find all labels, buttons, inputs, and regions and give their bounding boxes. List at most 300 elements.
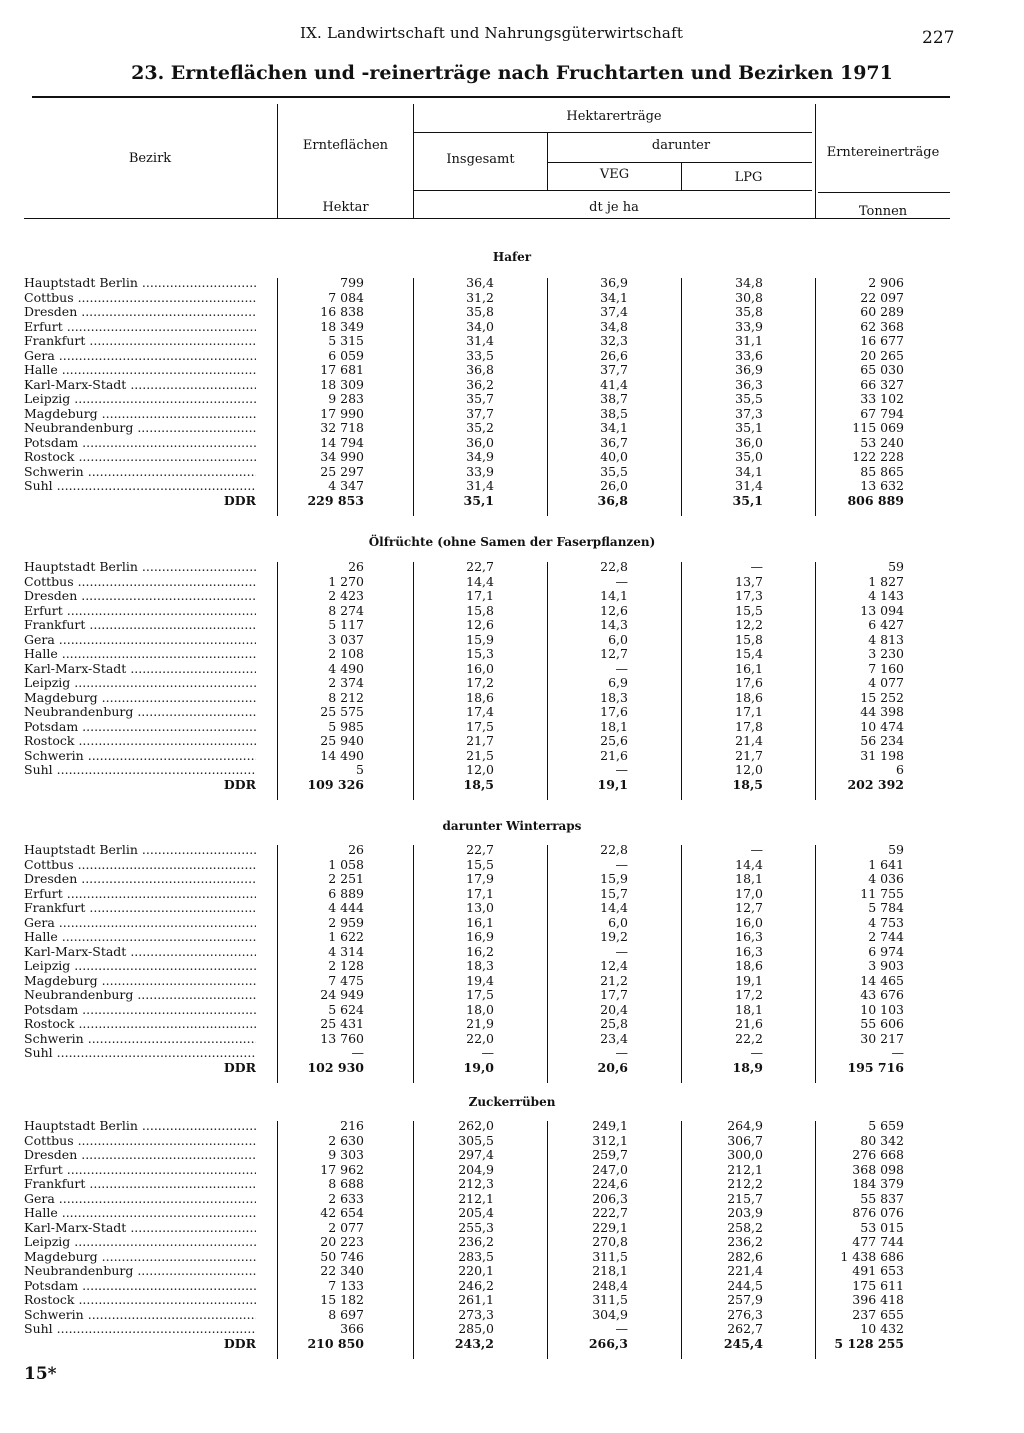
value-cell: 16,1 xyxy=(735,660,763,676)
value-cell: 262,0 xyxy=(458,1118,494,1133)
value-cell: 24 949 xyxy=(320,987,364,1002)
bezirk-name: Neubrandenburg ..... xyxy=(24,421,256,436)
value-cell: 17,7 xyxy=(600,987,628,1002)
value-cell: 17,1 xyxy=(735,704,763,719)
value-cell: 12,7 xyxy=(735,900,763,915)
value-cell: — xyxy=(615,660,628,676)
table-row xyxy=(0,305,1024,320)
column-rule xyxy=(413,1121,414,1359)
erntereinertraege-rule xyxy=(818,192,950,193)
value-cell: 17,9 xyxy=(466,871,494,886)
table-row xyxy=(0,320,1024,335)
value-cell: 19,1 xyxy=(597,776,628,792)
bezirk-name: Gera ..... xyxy=(24,633,256,648)
value-cell: 31,4 xyxy=(466,478,494,493)
value-cell: 18,3 xyxy=(466,958,494,973)
column-rule xyxy=(681,278,682,516)
table-row xyxy=(0,843,1024,858)
table-row xyxy=(0,662,1024,677)
value-cell: 19,1 xyxy=(735,972,763,988)
value-cell: 34,1 xyxy=(600,289,628,305)
value-cell: 18,5 xyxy=(463,776,494,792)
value-cell: 283,5 xyxy=(458,1248,494,1264)
column-rule xyxy=(547,562,548,800)
bezirk-name: Schwerin ..... xyxy=(24,1032,256,1047)
table-row xyxy=(0,291,1024,306)
table-row xyxy=(0,959,1024,974)
value-cell: 19,4 xyxy=(466,972,494,988)
table-row xyxy=(0,633,1024,648)
value-cell: 7 084 xyxy=(328,289,364,305)
value-cell: 262,7 xyxy=(727,1321,763,1336)
value-cell: 14,4 xyxy=(600,900,628,915)
value-cell: 59 xyxy=(888,559,904,574)
table-row xyxy=(0,858,1024,873)
value-cell: 22,8 xyxy=(600,842,628,857)
value-cell: 36,9 xyxy=(600,275,628,290)
value-cell: 34 990 xyxy=(320,449,364,464)
bezirk-name: Erfurt ..... xyxy=(24,1163,256,1178)
value-cell: 16,0 xyxy=(466,660,494,676)
bezirk-name: Karl-Marx-Stadt ..... xyxy=(24,945,256,960)
value-cell: 18,6 xyxy=(735,689,763,705)
table-row xyxy=(0,901,1024,916)
value-cell: 276 668 xyxy=(852,1147,904,1162)
value-cell: 36,2 xyxy=(466,376,494,392)
section-title: Zuckerrüben xyxy=(468,1095,556,1109)
column-rule xyxy=(277,845,278,1083)
value-cell: 102 930 xyxy=(307,1059,364,1075)
value-cell: 31 198 xyxy=(860,747,904,763)
value-cell: 3 037 xyxy=(328,631,364,647)
value-cell: 25 940 xyxy=(320,733,364,748)
table-row xyxy=(0,349,1024,364)
value-cell: 17,2 xyxy=(466,675,494,690)
value-cell: 34,1 xyxy=(600,420,628,435)
value-cell: 224,6 xyxy=(592,1176,628,1191)
bezirk-name: Dresden ..... xyxy=(24,1148,256,1163)
value-cell: 36,3 xyxy=(735,376,763,392)
value-cell: 18,1 xyxy=(600,718,628,734)
value-cell: 18,1 xyxy=(735,871,763,886)
value-cell: 21,4 xyxy=(735,733,763,748)
table-row xyxy=(0,1134,1024,1149)
value-cell: 35,7 xyxy=(466,391,494,406)
table-row xyxy=(0,407,1024,422)
value-cell: 6 974 xyxy=(868,943,904,959)
value-cell: 22 340 xyxy=(320,1263,364,1278)
table-row xyxy=(0,676,1024,691)
table-row xyxy=(0,378,1024,393)
bezirk-name: Dresden ..... xyxy=(24,589,256,604)
value-cell: 6 xyxy=(896,762,904,777)
column-rule xyxy=(277,278,278,516)
column-rule xyxy=(815,845,816,1083)
bezirk-name: Hauptstadt Berlin ..... xyxy=(24,276,256,291)
value-cell: 4 813 xyxy=(868,631,904,647)
value-cell: 204,9 xyxy=(458,1161,494,1177)
value-cell: 25 431 xyxy=(320,1016,364,1031)
value-cell: 212,1 xyxy=(458,1190,494,1206)
value-cell: 14,4 xyxy=(735,856,763,872)
value-cell: 14,1 xyxy=(600,588,628,603)
value-cell: 229,1 xyxy=(592,1219,628,1235)
value-cell: 36,0 xyxy=(466,434,494,450)
table-row xyxy=(0,945,1024,960)
table-row xyxy=(0,1192,1024,1207)
value-cell: 273,3 xyxy=(458,1306,494,1322)
value-cell: 35,1 xyxy=(463,492,494,508)
veg-lpg-rule xyxy=(414,190,812,191)
bezirk-name: Leipzig ..... xyxy=(24,392,256,407)
total-label: DDR xyxy=(223,777,256,792)
value-cell: 16,9 xyxy=(466,929,494,944)
value-cell: 20 223 xyxy=(320,1234,364,1249)
header-dt-je-ha: dt je ha xyxy=(589,200,639,215)
column-rule xyxy=(681,845,682,1083)
value-cell: 25 297 xyxy=(320,463,364,479)
table-row xyxy=(0,1046,1024,1061)
value-cell: 312,1 xyxy=(592,1132,628,1148)
value-cell: 3 903 xyxy=(868,958,904,973)
value-cell: — xyxy=(615,573,628,589)
table-row xyxy=(0,887,1024,902)
table-row xyxy=(0,647,1024,662)
value-cell: 26,0 xyxy=(600,478,628,493)
value-cell: 22,0 xyxy=(466,1030,494,1046)
value-cell: 41,4 xyxy=(600,376,628,392)
value-cell: 245,4 xyxy=(723,1335,763,1351)
value-cell: — xyxy=(750,842,763,857)
value-cell: 12,6 xyxy=(466,617,494,632)
bezirk-name: Karl-Marx-Stadt ..... xyxy=(24,662,256,677)
value-cell: 8 212 xyxy=(328,689,364,705)
value-cell: 4 444 xyxy=(328,900,364,915)
table-row xyxy=(0,749,1024,764)
value-cell: 37,7 xyxy=(466,405,494,421)
value-cell: 15,5 xyxy=(466,856,494,872)
value-cell: 210 850 xyxy=(307,1335,364,1351)
value-cell: 12,2 xyxy=(735,617,763,632)
value-cell: 20 265 xyxy=(860,347,904,363)
bezirk-name: Schwerin ..... xyxy=(24,749,256,764)
value-cell: 266,3 xyxy=(588,1335,628,1351)
bezirk-name: Neubrandenburg ..... xyxy=(24,1264,256,1279)
total-row xyxy=(0,1337,1024,1352)
value-cell: 18 309 xyxy=(320,376,364,392)
value-cell: 236,2 xyxy=(727,1234,763,1249)
value-cell: 215,7 xyxy=(727,1190,763,1206)
table-row xyxy=(0,1322,1024,1337)
column-rule xyxy=(681,1121,682,1359)
value-cell: 2 374 xyxy=(328,675,364,690)
bezirk-name: Halle ..... xyxy=(24,1206,256,1221)
value-cell: 2 423 xyxy=(328,588,364,603)
value-cell: 14,3 xyxy=(600,617,628,632)
value-cell: 258,2 xyxy=(727,1219,763,1235)
value-cell: 18,6 xyxy=(735,958,763,973)
value-cell: 15,9 xyxy=(466,631,494,647)
value-cell: 203,9 xyxy=(727,1205,763,1220)
value-cell: 37,7 xyxy=(600,362,628,377)
value-cell: 44 398 xyxy=(860,704,904,719)
header-vline-5 xyxy=(815,104,816,218)
value-cell: 7 160 xyxy=(868,660,904,676)
value-cell: 33 102 xyxy=(860,391,904,406)
table-row xyxy=(0,392,1024,407)
value-cell: 32,3 xyxy=(600,333,628,348)
value-cell: 109 326 xyxy=(307,776,364,792)
value-cell: 17,1 xyxy=(466,885,494,901)
bezirk-name: Rostock ..... xyxy=(24,1293,256,1308)
value-cell: 4 036 xyxy=(868,871,904,886)
table-row xyxy=(0,1264,1024,1279)
value-cell: 6 059 xyxy=(328,347,364,363)
signature-mark: 15* xyxy=(24,1364,57,1384)
value-cell: 8 688 xyxy=(328,1176,364,1191)
value-cell: 221,4 xyxy=(727,1263,763,1278)
value-cell: 18,0 xyxy=(466,1001,494,1017)
value-cell: 4 347 xyxy=(328,478,364,493)
value-cell: 799 xyxy=(340,275,364,290)
header-erntereinertraege: Erntereinerträge xyxy=(826,145,940,160)
value-cell: 12,6 xyxy=(600,602,628,618)
value-cell: 311,5 xyxy=(592,1292,628,1307)
value-cell: 36,7 xyxy=(600,434,628,450)
table-row xyxy=(0,763,1024,778)
table-row xyxy=(0,1119,1024,1134)
value-cell: 300,0 xyxy=(727,1147,763,1162)
value-cell: 10 432 xyxy=(860,1321,904,1336)
value-cell: 37,4 xyxy=(600,304,628,319)
header-insgesamt: Insgesamt xyxy=(446,152,515,167)
value-cell: 255,3 xyxy=(458,1219,494,1235)
value-cell: 34,8 xyxy=(600,318,628,334)
value-cell: — xyxy=(750,559,763,574)
header-darunter: darunter xyxy=(651,138,711,153)
table-row xyxy=(0,436,1024,451)
value-cell: 175 611 xyxy=(852,1277,904,1293)
value-cell: 368 098 xyxy=(852,1161,904,1177)
value-cell: 16 677 xyxy=(860,333,904,348)
table-row xyxy=(0,705,1024,720)
value-cell: 218,1 xyxy=(592,1263,628,1278)
table-row xyxy=(0,465,1024,480)
value-cell: 5 659 xyxy=(868,1118,904,1133)
table-row xyxy=(0,334,1024,349)
value-cell: 80 342 xyxy=(860,1132,904,1148)
value-cell: 9 303 xyxy=(328,1147,364,1162)
bezirk-name: Potsdam ..... xyxy=(24,1279,256,1294)
value-cell: 20,6 xyxy=(597,1059,628,1075)
bezirk-name: Hauptstadt Berlin ..... xyxy=(24,1119,256,1134)
value-cell: 85 865 xyxy=(860,463,904,479)
value-cell: 35,1 xyxy=(735,420,763,435)
bezirk-name: Gera ..... xyxy=(24,1192,256,1207)
value-cell: 6,0 xyxy=(608,631,628,647)
bezirk-name: Cottbus ..... xyxy=(24,291,256,306)
bezirk-name: Magdeburg ..... xyxy=(24,974,256,989)
table-row xyxy=(0,1148,1024,1163)
bezirk-name: Potsdam ..... xyxy=(24,1003,256,1018)
section-title: Hafer xyxy=(492,250,532,264)
value-cell: 491 653 xyxy=(852,1263,904,1278)
value-cell: 5 624 xyxy=(328,1001,364,1017)
value-cell: 40,0 xyxy=(600,449,628,464)
bezirk-name: Magdeburg ..... xyxy=(24,1250,256,1265)
column-rule xyxy=(815,562,816,800)
value-cell: 33,9 xyxy=(466,463,494,479)
value-cell: 4 314 xyxy=(328,943,364,959)
value-cell: 26 xyxy=(348,559,364,574)
value-cell: 244,5 xyxy=(727,1277,763,1293)
value-cell: 16,1 xyxy=(466,914,494,930)
header-hektarertraege: Hektarerträge xyxy=(566,109,662,124)
bezirk-name: Suhl ..... xyxy=(24,1322,256,1337)
value-cell: — xyxy=(615,762,628,777)
value-cell: 212,3 xyxy=(458,1176,494,1191)
value-cell: 35,2 xyxy=(466,420,494,435)
value-cell: 246,2 xyxy=(458,1277,494,1293)
bezirk-name: Potsdam ..... xyxy=(24,720,256,735)
table-row xyxy=(0,720,1024,735)
table-row xyxy=(0,363,1024,378)
bezirk-name: Frankfurt ..... xyxy=(24,618,256,633)
table-row xyxy=(0,589,1024,604)
table-row xyxy=(0,618,1024,633)
value-cell: — xyxy=(615,1321,628,1336)
bezirk-name: Cottbus ..... xyxy=(24,858,256,873)
value-cell: 5 784 xyxy=(868,900,904,915)
column-rule xyxy=(413,562,414,800)
bezirk-name: Neubrandenburg ..... xyxy=(24,988,256,1003)
value-cell: 31,2 xyxy=(466,289,494,305)
value-cell: 21,6 xyxy=(735,1016,763,1031)
value-cell: 9 283 xyxy=(328,391,364,406)
value-cell: 59 xyxy=(888,842,904,857)
section-title: darunter Winterraps xyxy=(442,819,582,833)
table-row xyxy=(0,1163,1024,1178)
value-cell: 62 368 xyxy=(860,318,904,334)
running-head: IX. Landwirtschaft und Nahrungsgüterwirtschaft xyxy=(300,24,684,42)
total-label: DDR xyxy=(223,493,256,508)
value-cell: 42 654 xyxy=(320,1205,364,1220)
value-cell: 5 128 255 xyxy=(834,1335,904,1351)
value-cell: 13 760 xyxy=(320,1030,364,1046)
value-cell: 38,5 xyxy=(600,405,628,421)
bezirk-name: Frankfurt ..... xyxy=(24,1177,256,1192)
value-cell: 53 240 xyxy=(860,434,904,450)
value-cell: 19,2 xyxy=(600,929,628,944)
value-cell: 4 753 xyxy=(868,914,904,930)
value-cell: 36,8 xyxy=(597,492,628,508)
value-cell: 13,0 xyxy=(466,900,494,915)
value-cell: 5 xyxy=(356,762,364,777)
value-cell: 14 490 xyxy=(320,747,364,763)
bezirk-name: Halle ..... xyxy=(24,930,256,945)
header-top-rule xyxy=(32,96,950,98)
column-rule xyxy=(815,1121,816,1359)
hektarertraege-rule xyxy=(414,132,812,133)
value-cell: 4 490 xyxy=(328,660,364,676)
total-row xyxy=(0,778,1024,793)
value-cell: 26 xyxy=(348,842,364,857)
table-row xyxy=(0,450,1024,465)
value-cell: 18,3 xyxy=(600,689,628,705)
value-cell: 1 438 686 xyxy=(840,1248,904,1264)
value-cell: 8 697 xyxy=(328,1306,364,1322)
table-row xyxy=(0,1279,1024,1294)
value-cell: 248,4 xyxy=(592,1277,628,1293)
value-cell: 50 746 xyxy=(320,1248,364,1264)
value-cell: 243,2 xyxy=(454,1335,494,1351)
value-cell: 17,8 xyxy=(735,718,763,734)
value-cell: 25,6 xyxy=(600,733,628,748)
value-cell: 18 349 xyxy=(320,318,364,334)
value-cell: 17,2 xyxy=(735,987,763,1002)
section-rows xyxy=(0,560,1024,792)
value-cell: 8 274 xyxy=(328,602,364,618)
value-cell: 1 270 xyxy=(328,573,364,589)
value-cell: 297,4 xyxy=(458,1147,494,1162)
bezirk-name: Halle ..... xyxy=(24,363,256,378)
value-cell: 12,4 xyxy=(600,958,628,973)
value-cell: 43 676 xyxy=(860,987,904,1002)
value-cell: 31,1 xyxy=(735,333,763,348)
bezirk-name: Leipzig ..... xyxy=(24,959,256,974)
value-cell: 285,0 xyxy=(458,1321,494,1336)
section-rows xyxy=(0,276,1024,508)
value-cell: 2 077 xyxy=(328,1219,364,1235)
value-cell: 14 465 xyxy=(860,972,904,988)
value-cell: 6 889 xyxy=(328,885,364,901)
value-cell: — xyxy=(615,1045,628,1060)
table-row xyxy=(0,974,1024,989)
table-row xyxy=(0,1206,1024,1221)
value-cell: 1 827 xyxy=(868,573,904,589)
value-cell: 22,7 xyxy=(466,559,494,574)
value-cell: 26,6 xyxy=(600,347,628,363)
total-row xyxy=(0,494,1024,509)
value-cell: 55 837 xyxy=(860,1190,904,1206)
value-cell: 19,0 xyxy=(463,1059,494,1075)
value-cell: 17,4 xyxy=(466,704,494,719)
value-cell: 16,3 xyxy=(735,943,763,959)
bezirk-name: Suhl ..... xyxy=(24,1046,256,1061)
bezirk-name: Magdeburg ..... xyxy=(24,691,256,706)
value-cell: 202 392 xyxy=(847,776,904,792)
value-cell: 6 427 xyxy=(868,617,904,632)
value-cell: 35,5 xyxy=(600,463,628,479)
value-cell: 477 744 xyxy=(852,1234,904,1249)
bezirk-name: Gera ..... xyxy=(24,349,256,364)
table-row xyxy=(0,734,1024,749)
value-cell: 35,0 xyxy=(735,449,763,464)
bezirk-name: Leipzig ..... xyxy=(24,676,256,691)
value-cell: 17,6 xyxy=(735,675,763,690)
value-cell: 122 228 xyxy=(852,449,904,464)
value-cell: 17,5 xyxy=(466,987,494,1002)
bezirk-name: Gera ..... xyxy=(24,916,256,931)
value-cell: 7 475 xyxy=(328,972,364,988)
bezirk-name: Magdeburg ..... xyxy=(24,407,256,422)
table-title: 23. Ernteflächen und -reinerträge nach Fruchtarten und Bezirken 1971 xyxy=(131,62,893,84)
value-cell: 21,2 xyxy=(600,972,628,988)
value-cell: 5 985 xyxy=(328,718,364,734)
value-cell: 2 906 xyxy=(868,275,904,290)
value-cell: 261,1 xyxy=(458,1292,494,1307)
value-cell: 10 103 xyxy=(860,1001,904,1017)
